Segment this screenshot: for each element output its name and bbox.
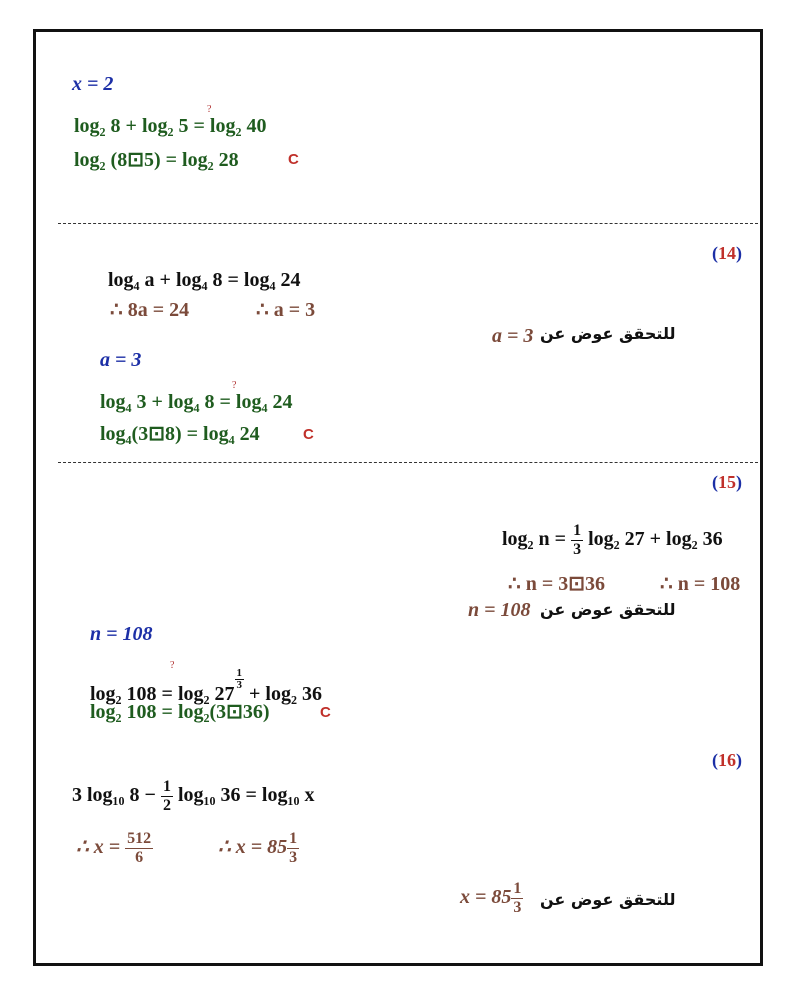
p16-mixed-fraction: $\frac{1}{3}$ bbox=[289, 830, 298, 866]
p14-check-line: log₄ 3 + log₄ 8 = log₄ 24 bbox=[100, 391, 293, 413]
p14-therefore-1: ∴ 8a = 24 bbox=[110, 299, 190, 321]
p15-check-left: log₂ 108 = log₂ 27 bbox=[90, 683, 235, 705]
p14-number: (14) bbox=[712, 243, 742, 263]
p16-verify-note: للتحقق عوض عن bbox=[540, 890, 676, 909]
p15-check-mark: C bbox=[320, 704, 331, 721]
p14-check-result: log₄(3⊡8) = log₄ 24 bbox=[100, 423, 260, 445]
p15-n-value: n = 108 bbox=[90, 623, 153, 645]
p13-check-result: log₂ (8⊡5) = log₂ 28 bbox=[74, 149, 239, 171]
p13-check-line: log₂ 8 + log₂ 5 = log₂ 40 bbox=[74, 115, 267, 137]
p16-verify-fraction: $\frac{1}{3}$ bbox=[513, 880, 522, 916]
p13-question-mark: ? bbox=[207, 104, 212, 115]
p16-number: (16) bbox=[712, 750, 742, 770]
p15-verify-note: للتحقق عوض عن bbox=[540, 600, 676, 619]
p14-therefore-2: ∴ a = 3 bbox=[256, 299, 316, 321]
p13-check-mark: C bbox=[288, 151, 299, 168]
p16-fraction-512-6: $\frac{512}{6}$ bbox=[127, 830, 152, 866]
p16-eq-left: 3 log₁₀ 8 − bbox=[72, 784, 156, 807]
p16-eq-right: log₁₀ 36 = log₁₀ x bbox=[177, 784, 315, 807]
p15-question-mark: ? bbox=[170, 660, 175, 671]
p15-therefore-2: ∴ n = 108 bbox=[660, 573, 741, 595]
p15-check-right: + log₂ 36 bbox=[249, 683, 322, 705]
p15-therefore-1: ∴ n = 3⊡36 bbox=[508, 573, 606, 595]
p14-equation: log₄ a + log₄ 8 = log₄ 24 bbox=[108, 269, 301, 291]
p13-x-value: x = 2 bbox=[72, 73, 114, 95]
p15-verify-value: n = 108 bbox=[468, 599, 531, 621]
p14-verify-value: a = 3 bbox=[492, 325, 534, 347]
separator-1 bbox=[58, 223, 758, 224]
p16-one-half: $\frac{1}{2}$ bbox=[162, 778, 171, 814]
p15-check-result: log₂ 108 = log₂(3⊡36) bbox=[90, 701, 270, 723]
p14-check-mark: C bbox=[303, 426, 314, 443]
p14-a-value: a = 3 bbox=[100, 349, 142, 371]
p16-therefore-1: ∴ x = $\frac{512}{6}$ bbox=[76, 830, 152, 866]
p15-number: (15) bbox=[712, 472, 742, 492]
p16-verify-value: x = 85 $\frac{1}{3}$ bbox=[460, 880, 522, 916]
p14-question-mark: ? bbox=[232, 380, 237, 391]
p15-one-third: $\frac{1}{3}$ bbox=[573, 522, 582, 558]
p16-therefore-2: ∴ x = 85 $\frac{1}{3}$ bbox=[218, 830, 298, 866]
p15-equation bbox=[502, 522, 723, 559]
p15-exponent: $\frac{1}{3}$ bbox=[236, 667, 243, 691]
p14-verify-note: للتحقق عوض عن bbox=[540, 324, 676, 343]
p16-equation bbox=[72, 778, 314, 815]
separator-2 bbox=[58, 462, 758, 463]
p15-eq-left: log₂ n = bbox=[502, 528, 567, 551]
p15-eq-right: log₂ 27 + log₂ 36 bbox=[588, 528, 723, 551]
